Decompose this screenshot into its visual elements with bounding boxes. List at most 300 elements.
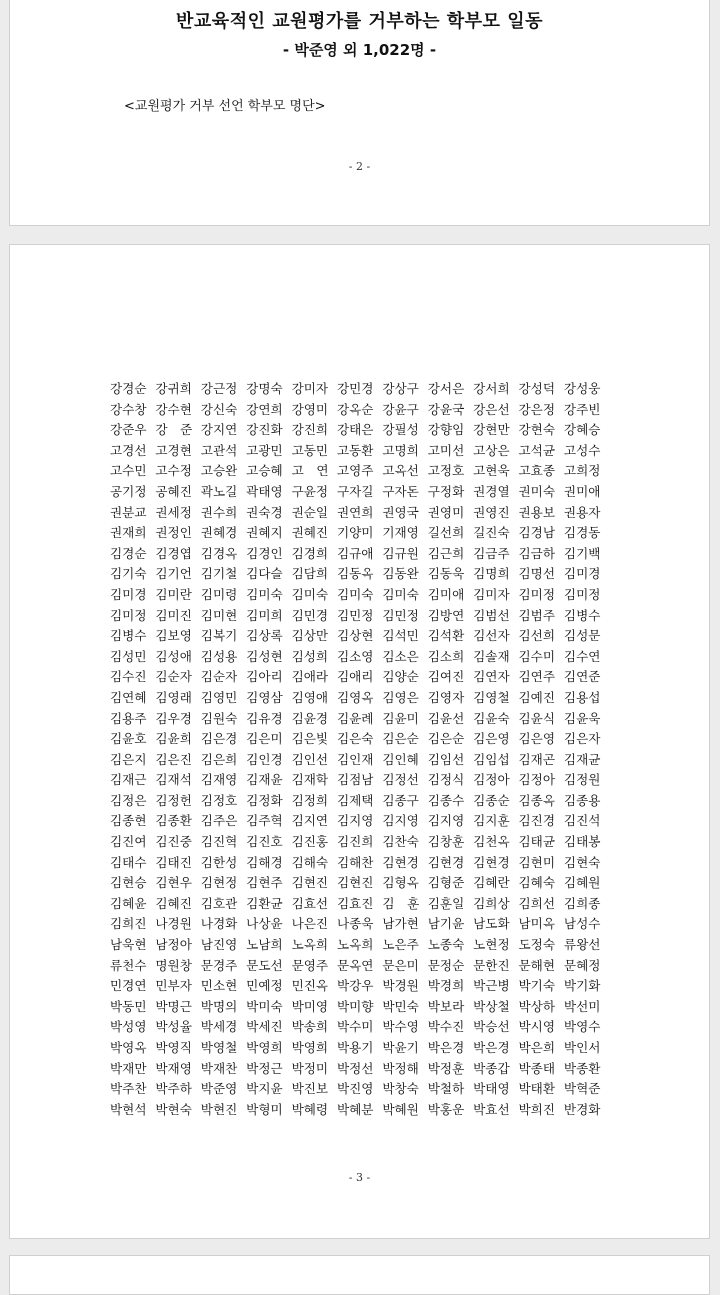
signatory-name: 강진희: [291, 422, 329, 438]
signatory-name: 김훈일: [427, 895, 465, 911]
signatory-name: 박성율: [155, 1019, 192, 1035]
signatory-name: 박명근: [155, 998, 192, 1014]
signatory-name: 김규애: [336, 545, 374, 561]
signatory-name: 김미진: [155, 607, 192, 623]
signatory-name: 박효선: [473, 1101, 510, 1117]
signatory-name: 나상윤: [246, 916, 283, 932]
signatory-name: 김정은: [110, 792, 147, 808]
signatory-name: 김수연: [563, 648, 601, 664]
signatory-name: 김해경: [246, 854, 283, 870]
signatory-name: 김경희: [291, 545, 329, 561]
signatory-name: 박용기: [336, 1040, 374, 1055]
signatory-name: 박정선: [336, 1060, 374, 1076]
signatory-name: 김현경: [473, 854, 510, 870]
signatory-name: 고희정: [563, 463, 601, 479]
signatory-name: 나경원: [155, 916, 192, 932]
signatory-name: 박재만: [110, 1060, 147, 1076]
signatory-name: 박기화: [563, 978, 601, 994]
signatory-name: 김예진: [518, 689, 556, 705]
signatory-name: 강근정: [200, 381, 238, 396]
signatory-name: 박창숙: [382, 1081, 419, 1097]
signatory-name: 강주빈: [563, 401, 601, 417]
signatory-name: 김윤희: [155, 731, 192, 747]
signatory-name: 김미정: [518, 586, 556, 602]
signatory-name: 박은경: [427, 1040, 465, 1055]
signatory-name: 김기언: [155, 566, 192, 582]
signatory-name: 박재영: [155, 1060, 192, 1076]
signatory-name: 박수미: [336, 1019, 374, 1035]
signatory-name: 김점남: [336, 772, 374, 788]
signatory-name: 민진옥: [291, 978, 329, 994]
signatory-name: 김상록: [246, 628, 283, 644]
signatory-name: 김원숙: [200, 710, 238, 726]
signatory-name: 민경연: [110, 978, 147, 994]
signatory-name: 나종욱: [336, 916, 374, 932]
signatory-name: 김인선: [291, 751, 329, 767]
signatory-name: 김방연: [427, 607, 465, 623]
signatory-name: 고수정: [155, 463, 192, 479]
signatory-name: 권용보: [518, 504, 556, 520]
signatory-name: 김현우: [155, 875, 192, 891]
signatory-name: 김종옥: [518, 792, 556, 808]
signatory-name: 김용섭: [563, 689, 601, 705]
signatory-name: 반경화: [563, 1101, 601, 1117]
signatory-name: 김태균: [518, 834, 556, 850]
signatory-name: 고효종: [518, 463, 556, 479]
signatory-name: 박미향: [336, 998, 374, 1014]
signatory-name: 김현숙: [563, 854, 601, 870]
signatory-name: 강향임: [427, 422, 465, 438]
signatory-name: 김복기: [200, 628, 238, 644]
signatory-name: 김선자: [473, 628, 510, 644]
signatory-name: 김기백: [563, 545, 601, 561]
signatory-name: 권영미: [427, 504, 465, 520]
signatory-name: 고석균: [518, 442, 556, 458]
signatory-name: 민소현: [200, 978, 238, 994]
signatory-name: 김진혁: [200, 834, 238, 850]
signatory-name: 김현경: [427, 854, 465, 870]
signatory-name: 고명희: [382, 442, 419, 458]
signatory-name: 김해찬: [336, 854, 374, 870]
signatory-name: 김해숙: [291, 854, 329, 870]
signatory-name: 김윤호: [110, 731, 147, 747]
signatory-name: 고영주: [336, 463, 374, 479]
signatory-name: 김상만: [291, 628, 329, 644]
signatory-name: 박현석: [110, 1101, 147, 1117]
signatory-name: 김동옥: [336, 566, 374, 582]
signatory-name: 김진희: [336, 834, 374, 850]
signatory-name: 강수현: [155, 401, 192, 417]
signatory-name: 김애리: [336, 669, 374, 685]
signatory-name: 도정숙: [518, 937, 556, 953]
signatory-name: 강옥순: [336, 401, 374, 417]
document-title: 반교육적인 교원평가를 거부하는 학부모 일동: [176, 11, 543, 32]
signatory-name: 노종숙: [427, 937, 465, 953]
signatory-name: 강영미: [291, 401, 329, 417]
signatory-name: 김진홍: [291, 834, 329, 850]
signatory-name: 김영은: [382, 689, 419, 705]
signatory-name: 김동욱: [427, 566, 465, 582]
signatory-name: 곽노길: [200, 483, 238, 499]
signatory-name: 김미숙: [336, 586, 374, 602]
signatory-name: 김영철: [473, 689, 510, 705]
signatory-name: 김경남: [518, 525, 556, 541]
signatory-name: 강진화: [246, 422, 283, 438]
signatory-name: 권분교: [110, 504, 147, 520]
signatory-name: 김윤욱: [563, 710, 601, 726]
signatory-name: 명원창: [155, 957, 192, 973]
signatory-name: 박상하: [518, 998, 556, 1014]
signatory-name: 기양미: [336, 525, 374, 541]
signatory-name: 김담희: [291, 566, 329, 582]
signatory-name: 권세정: [155, 504, 192, 520]
signatory-name: 민부자: [155, 978, 192, 994]
signatory-name: 문한진: [473, 957, 510, 973]
signatory-name: 박진영: [336, 1081, 374, 1097]
signatory-name: 박세진: [246, 1019, 283, 1035]
signatory-name: 문은미: [382, 957, 419, 973]
signatory-name: 강신숙: [200, 401, 238, 417]
signatory-name: 김은숙: [336, 731, 374, 747]
signatory-name: 김인재: [336, 751, 374, 767]
signatory-name: 강윤국: [427, 401, 465, 417]
signatory-name: 김현주: [246, 875, 283, 891]
signatory-name: 김종환: [155, 813, 192, 829]
signatory-name: 김은순: [427, 731, 465, 747]
signatory-name: 권혜지: [246, 525, 283, 541]
signatory-name: 박진보: [291, 1081, 329, 1097]
signatory-name: 김성용: [200, 648, 238, 664]
signatory-name: 고승완: [200, 463, 238, 479]
signatory-name: 김석민: [382, 628, 419, 644]
signatory-name: 김미숙: [246, 586, 283, 602]
signatory-name: 권연희: [336, 504, 374, 520]
signatory-name: 박미영: [291, 998, 329, 1014]
signatory-name: 박근병: [473, 978, 510, 994]
signatory-name: 박태영: [473, 1081, 510, 1097]
signatory-name: 강서은: [427, 381, 465, 396]
signatory-name: 구정화: [427, 483, 465, 499]
signatory-name: 김민정: [336, 607, 374, 623]
signatory-name: 강현만: [473, 422, 510, 438]
signatory-name: 김성현: [246, 648, 283, 664]
signatory-name: 김경인: [246, 545, 283, 561]
signatory-name: 김상현: [336, 628, 374, 644]
signatory-name: 김연준: [563, 669, 601, 685]
signatory-name: 김희진: [110, 916, 147, 932]
signatory-name: 권재희: [110, 525, 147, 541]
signatory-name: 김인경: [246, 751, 283, 767]
signatory-name: 김재근: [110, 772, 147, 788]
signatory-name: 김기숙: [110, 566, 147, 582]
signatory-name: 김윤선: [427, 710, 465, 726]
signatory-name: 박영희: [246, 1040, 283, 1055]
signatory-name: 강서희: [473, 381, 510, 396]
signatory-name: 김범주: [518, 607, 556, 623]
signatory-name: 김태수: [110, 854, 147, 870]
signatory-name: 김형옥: [382, 875, 419, 891]
signatory-name: 김지영: [336, 813, 374, 829]
signatory-name: 노현정: [473, 937, 510, 953]
signatory-name: 문옥연: [336, 957, 374, 973]
signatory-name: 노은주: [382, 937, 419, 953]
signatory-name: 남욱현: [110, 937, 147, 953]
signatory-name: 고동민: [291, 442, 329, 458]
signatory-name: 공혜진: [155, 483, 192, 499]
signatory-name: 김정희: [291, 792, 329, 808]
signatory-name: 박경원: [382, 978, 419, 994]
signatory-name: 김소은: [382, 648, 419, 664]
signatory-name: 고경현: [155, 442, 192, 458]
signatory-name: 박영직: [155, 1040, 192, 1055]
signatory-name: 김재균: [563, 751, 601, 767]
signatory-name: 김정호: [200, 792, 238, 808]
signatory-name: 김병수: [110, 628, 147, 644]
signatory-name: 김여진: [427, 669, 465, 685]
signatory-name: 김은희: [200, 751, 238, 767]
signatory-name: 김금주: [473, 545, 510, 561]
signatory-name: 박윤기: [382, 1040, 419, 1055]
signatory-name: 박성영: [110, 1019, 147, 1035]
signatory-name: 김현승: [110, 875, 147, 891]
page-number: - 3 -: [348, 1171, 371, 1184]
signatory-name: 김은빛: [291, 731, 329, 747]
document-page-3: [9, 244, 710, 1239]
signatory-name: 박종갑: [473, 1060, 510, 1076]
signatory-name: 박현숙: [155, 1101, 192, 1117]
signatory-name: 노옥희: [336, 937, 374, 953]
signatory-name: 김윤경: [291, 710, 329, 726]
signatory-name: 김아리: [246, 669, 283, 685]
signatory-name: 강지연: [200, 422, 238, 438]
signatory-name: 김재학: [291, 772, 329, 788]
signatory-name: 문혜정: [563, 957, 601, 973]
signatory-name: 박민숙: [382, 998, 419, 1014]
signatory-name: 박송희: [291, 1019, 329, 1035]
signatory-name: 강성웅: [563, 381, 601, 396]
signatory-name: 구자돈: [382, 483, 419, 499]
signatory-name: 김재영: [200, 772, 238, 788]
signatory-name: 강명숙: [246, 381, 283, 396]
signatory-name: 김은진: [155, 751, 192, 767]
signatory-name: 김미경: [563, 566, 601, 582]
signatory-name: 남도화: [473, 916, 510, 932]
signatory-name: 박영수: [563, 1019, 601, 1035]
signatory-name: 공기정: [110, 483, 147, 499]
signatory-name: 박형미: [246, 1101, 283, 1117]
signatory-name: 강윤구: [382, 401, 419, 417]
signatory-name: 김현정: [200, 875, 238, 891]
signatory-name: 박정근: [246, 1060, 283, 1076]
signatory-name: 김미령: [200, 586, 238, 602]
signatory-name: 권미애: [563, 483, 601, 499]
signatory-name: 박선미: [563, 998, 601, 1014]
signatory-name: 박은경: [473, 1040, 510, 1055]
signatory-name: 남기윤: [427, 916, 465, 932]
signatory-name: 김미희: [246, 607, 283, 623]
signatory-name: 박철하: [427, 1081, 465, 1097]
signatory-name: 김혜숙: [518, 875, 556, 891]
signatory-name: 김영자: [427, 689, 465, 705]
signatory-name: 김형준: [427, 875, 465, 891]
signatory-name: 김연주: [518, 669, 556, 685]
signatory-name: 민예정: [246, 978, 283, 994]
document-page-4: [9, 1255, 710, 1295]
signatory-name: 박현진: [200, 1101, 238, 1117]
signatory-name: 김태진: [155, 854, 192, 870]
signatory-name: 김영민: [200, 689, 238, 705]
signatory-name: 박정훈: [427, 1060, 465, 1076]
signatory-name: 박홍운: [427, 1101, 465, 1117]
signatory-name: 강귀희: [155, 381, 192, 396]
signatory-name: 김성희: [291, 648, 329, 664]
signatory-name: 김은지: [110, 751, 147, 767]
signatory-name: 김창훈: [427, 834, 465, 850]
signatory-name: 김혜원: [563, 875, 601, 891]
signatory-name: 김희종: [563, 895, 601, 911]
signatory-name: 김애라: [291, 669, 329, 685]
signatory-name: 곽태영: [246, 483, 283, 499]
signatory-name: 김미숙: [382, 586, 419, 602]
signatory-name: 김민경: [291, 607, 329, 623]
signatory-name: 구자길: [336, 483, 374, 499]
signatory-name: 박태환: [518, 1081, 556, 1097]
signatory-name: 김환균: [246, 895, 283, 911]
signatory-name: 나경화: [200, 916, 238, 932]
signatory-name: 김재석: [155, 772, 192, 788]
signatory-name: 김성민: [110, 648, 147, 664]
signatory-name: 김종구: [382, 792, 419, 808]
signatory-name: 강상구: [382, 381, 419, 396]
page-number: - 2 -: [348, 160, 371, 173]
signatory-name: 박상철: [473, 998, 510, 1014]
signatory-name: 나은진: [291, 916, 329, 932]
signatory-name: 박종태: [518, 1060, 556, 1076]
signatory-name: 길선희: [427, 525, 465, 541]
signatory-name: 문정순: [427, 957, 465, 973]
signatory-name: 류천수: [110, 957, 147, 973]
signatory-name: 강준우: [110, 422, 147, 438]
signatory-name: 박희진: [518, 1101, 556, 1117]
signatory-name: 권경열: [473, 483, 510, 499]
signatory-name: 김은영: [473, 731, 510, 747]
signatory-name: 김기철: [200, 566, 238, 582]
signatory-name: 김병수: [563, 607, 601, 623]
signatory-name: 김영애: [291, 689, 329, 705]
signatory-name: 권정인: [155, 525, 192, 541]
signatory-name: 김희선: [518, 895, 556, 911]
signatory-name: 고옥선: [382, 463, 419, 479]
signatory-name: 김금하: [518, 545, 556, 561]
signatory-name: 고 연: [291, 463, 329, 479]
signatory-name: 박정미: [291, 1060, 329, 1076]
signatory-name: 남가현: [382, 916, 419, 932]
signatory-name: 권순일: [291, 504, 329, 520]
document-subtitle: - 박준영 외 1,022명 -: [282, 41, 437, 59]
signatory-name: 박영희: [291, 1040, 329, 1055]
signatory-name: 김미자: [473, 586, 510, 602]
signatory-name: 김종수: [427, 792, 465, 808]
signatory-name: 김임선: [427, 751, 465, 767]
signatory-name: 강수창: [110, 401, 147, 417]
document-page-2: [9, 0, 710, 226]
signatory-name: 김종용: [563, 792, 601, 808]
signatory-name: 김제택: [336, 792, 374, 808]
signatory-name: 박동민: [110, 998, 147, 1014]
signatory-name: 김미경: [110, 586, 147, 602]
signatory-name: 박시영: [518, 1019, 556, 1035]
signatory-name: 김순자: [155, 669, 192, 685]
signatory-name: 박영철: [200, 1040, 238, 1055]
signatory-name: 김진여: [110, 834, 147, 850]
signatory-name: 강미자: [291, 381, 329, 396]
signatory-name: 강민경: [336, 381, 374, 396]
signatory-name: 박수영: [382, 1019, 419, 1035]
signatory-name: 김민정: [382, 607, 419, 623]
signatory-name: 고현욱: [473, 463, 510, 479]
signatory-name: 김경동: [563, 525, 601, 541]
signatory-name: 박주찬: [110, 1081, 147, 1097]
signatory-name: 박보라: [427, 998, 465, 1014]
signatory-name: 김근희: [427, 545, 465, 561]
signatory-name: 김소영: [336, 648, 374, 664]
signatory-name: 김은경: [200, 731, 238, 747]
signatory-name: 김규원: [382, 545, 419, 561]
signatory-name: 김은자: [563, 731, 601, 747]
signatory-name: 강은선: [473, 401, 510, 417]
signatory-name: 김현경: [382, 854, 419, 870]
signatory-name: 김경엽: [155, 545, 192, 561]
signatory-name: 강태은: [336, 422, 374, 438]
signatory-name: 김연자: [473, 669, 510, 685]
signatory-name: 김정화: [246, 792, 283, 808]
signatory-name: 권영진: [473, 504, 510, 520]
signatory-name: 강경순: [110, 381, 147, 396]
signatory-name: 김경옥: [200, 545, 238, 561]
signatory-name: 고경선: [110, 442, 147, 458]
signatory-name: 박미숙: [246, 998, 283, 1014]
signatory-name: 김정헌: [155, 792, 192, 808]
signatory-name: 김혜진: [155, 895, 192, 911]
signatory-name: 고승혜: [246, 463, 283, 479]
signatory-name: 김영옥: [336, 689, 374, 705]
signatory-name: 고미선: [427, 442, 465, 458]
signatory-name: 김천옥: [473, 834, 510, 850]
signatory-name: 박기숙: [518, 978, 556, 994]
signatory-name: 김효선: [291, 895, 329, 911]
signatory-name: 김동완: [382, 566, 419, 582]
signatory-name: 김순자: [200, 669, 238, 685]
signatory-name: 김명선: [518, 566, 556, 582]
signatory-name: 김수진: [110, 669, 147, 685]
signatory-name: 김정원: [563, 772, 601, 788]
signatory-name: 김현미: [518, 854, 556, 870]
signatory-name: 김미정: [563, 586, 601, 602]
signatory-name: 박혁준: [563, 1081, 601, 1097]
signatory-name: 김윤미: [382, 710, 419, 726]
signatory-name: 권용자: [563, 504, 601, 520]
signatory-name: 강혜승: [563, 422, 601, 438]
signatory-name: 김윤식: [518, 710, 556, 726]
signatory-name: 고정호: [427, 463, 465, 479]
signatory-name: 김진석: [563, 813, 601, 829]
signatory-name: 김정아: [473, 772, 510, 788]
signatory-name: 박명의: [200, 998, 238, 1014]
signatory-name: 박주하: [155, 1081, 192, 1097]
signatory-name: 박혜분: [336, 1101, 374, 1117]
signatory-name: 박수진: [427, 1019, 465, 1035]
signatory-name: 박강우: [336, 978, 374, 994]
